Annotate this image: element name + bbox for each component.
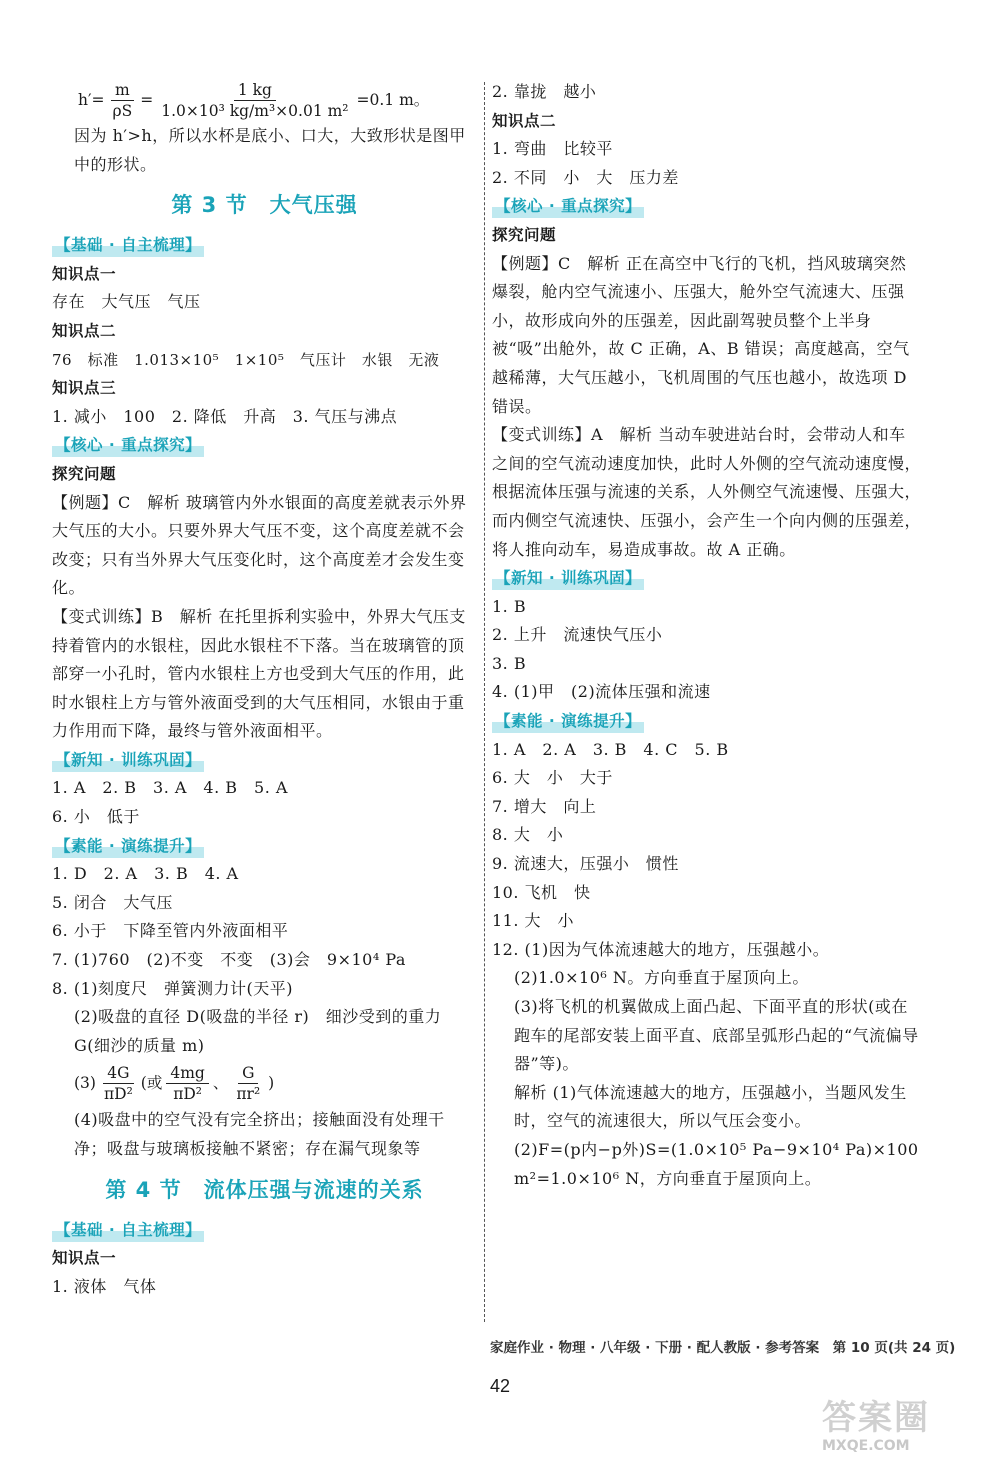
answer-line: 2. 靠拢 越小 <box>492 82 597 101</box>
answer-line: (3)将飞机的机翼做成上面凸起、下面平直的形状(或在跑车的尾部安装上面平直、底部呈弧形凸起的“气流偏导器”等)。 <box>514 997 919 1074</box>
fraction-denominator: ρS <box>112 101 133 120</box>
tag-improve: 【素能 · 演练提升】 <box>52 834 204 858</box>
formula-text: 、 <box>212 1074 229 1093</box>
knowledge-point-3: 知识点三 <box>52 379 117 398</box>
answer-line: (2)1.0×10⁶ N。方向垂直于屋顶向上。 <box>514 968 809 988</box>
answer-line: 12. (1)因为气体流速越大的地方，压强越小。 <box>492 939 830 959</box>
answer-line: 9. 流速大，压强小 惯性 <box>492 854 679 874</box>
fraction-denominator: 1.0×10³ kg/m³×0.01 m² <box>161 101 349 120</box>
tag-core: 【核心 · 重点探究】 <box>492 194 644 218</box>
knowledge-point-2: 知识点二 <box>52 321 117 340</box>
answer-line: 5. 闭合 大气压 <box>52 892 173 912</box>
column-divider <box>484 82 485 1322</box>
answer-line: 1. 液体 气体 <box>52 1276 157 1296</box>
answer-line: 1. A 2. A 3. B 4. C 5. B <box>492 739 729 759</box>
answer-line: 2. 不同 小 大 压力差 <box>492 167 679 187</box>
inquiry-heading: 探究问题 <box>52 464 117 483</box>
variant-answer: 【变式训练】A 解析 当动车驶进站台时，会带动人和车之间的空气流动速度加快，此时人外侧的空气流动速度慢，根据流体压强与流速的关系，人外侧空气流速慢、压强大，而内侧空气流速快、压强小，会产生一个向内侧的压强差，将人推向动车，易造成事故。故 A 正确。 <box>492 425 922 559</box>
answer-line: 11. 大 小 <box>492 911 575 931</box>
answer-line: 2. 上升 流速快气压小 <box>492 625 663 645</box>
answer-line: 存在 大气压 气压 <box>52 292 201 312</box>
answer-line: 1. 弯曲 比较平 <box>492 139 613 159</box>
left-column <box>52 78 477 1301</box>
formula-line <box>52 78 477 122</box>
knowledge-point-1: 知识点一 <box>52 264 117 283</box>
section-title-4: 第 4 节 流体压强与流速的关系 <box>105 1177 424 1202</box>
fraction-numerator: 1 kg <box>234 80 276 101</box>
tag-basics: 【基础 · 自主梳理】 <box>52 1218 204 1242</box>
answer-line: 10. 飞机 快 <box>492 882 591 902</box>
tag-practice: 【新知 · 训练巩固】 <box>492 566 644 590</box>
fraction-denominator: πD² <box>103 1084 133 1103</box>
fraction-denominator: πD² <box>173 1084 203 1103</box>
answer-formula <box>52 1060 477 1106</box>
answer-line: 6. 小 低于 <box>52 807 140 827</box>
page-number: 42 <box>489 1376 511 1396</box>
answer-line: 7. 增大 向上 <box>492 796 597 816</box>
answer-line: 1. 减小 100 2. 降低 升高 3. 气压与沸点 <box>52 406 398 426</box>
knowledge-point-1: 知识点一 <box>52 1249 117 1268</box>
right-column <box>492 78 922 1193</box>
fraction-values <box>157 80 352 121</box>
example-answer: 【例题】C 解析 正在高空中飞行的飞机，挡风玻璃突然爆裂，舱内空气流速小、压强大，舱外空气流速大、压强小，故形成向外的压强差，因此副驾驶员整个上半身被“吸”出舱外，故 C 正确，A、B 错误；高度越高，空气越稀薄，大气压越小，飞机周围的气压也越小，故选项 D 错误。 <box>492 253 910 416</box>
fraction-numerator: m <box>111 80 134 101</box>
fraction <box>232 1063 264 1104</box>
watermark-logo-text: 答案圈 <box>822 1398 930 1438</box>
tag-core: 【核心 · 重点探究】 <box>52 433 204 457</box>
answer-line: (2)吸盘的直径 D(吸盘的半径 r) 细沙受到的重力 G(细沙的质量 m) <box>74 1007 442 1055</box>
inquiry-heading: 探究问题 <box>492 225 557 244</box>
answer-line: 1. B <box>492 596 527 616</box>
page-footer: 家庭作业 · 物理 · 八年级 · 下册 · 配人教版 · 参考答案 第 10 页(共 24 页) <box>490 1340 956 1356</box>
tag-improve: 【素能 · 演练提升】 <box>492 709 644 733</box>
example-answer: 【例题】C 解析 玻璃管内外水银面的高度差就表示外界大气压的大小。只要外界大气压不变，这个高度差就不会改变；只有当外界大气压变化时，这个高度差才会发生变化。 <box>52 492 467 598</box>
tag-practice: 【新知 · 训练巩固】 <box>52 748 204 772</box>
conclusion-text: 因为 h′>h，所以水杯是底小、口大，大致形状是图甲中的形状。 <box>74 126 466 174</box>
answer-line: 3. B <box>492 653 527 673</box>
answer-line: 1. A 2. B 3. A 4. B 5. A <box>52 778 288 798</box>
answer-line: (4)吸盘中的空气没有完全挤出；接触面没有处理干净；吸盘与玻璃板接触不紧密；存在漏气现象等 <box>74 1110 445 1158</box>
knowledge-point-2: 知识点二 <box>492 111 557 130</box>
variant-answer: 【变式训练】B 解析 在托里拆利实验中，外界大气压支持着管内的水银柱，因此水银柱不下落。当在玻璃管的顶部穿一小孔时，管内水银柱上方也受到大气压的作用，此时水银柱上方与管外液面受到的大气压相同，水银由于重力作用而下降，最终与管外液面相平。 <box>52 606 466 741</box>
fraction-numerator: 4G <box>103 1063 133 1084</box>
tag-basics: 【基础 · 自主梳理】 <box>52 233 204 257</box>
watermark-logo <box>822 1398 972 1454</box>
analysis-text: 解析 (1)气体流速越大的地方，压强越小，当题风发生时，空气的流速很大，所以气压会变小。 <box>514 1082 907 1131</box>
fraction-numerator: 4mg <box>166 1063 208 1084</box>
section-title-3: 第 3 节 大气压强 <box>171 193 358 218</box>
answer-line: 7. (1)760 (2)不变 不变 (3)会 9×10⁴ Pa <box>52 950 406 970</box>
answer-line: 8. (1)刻度尺 弹簧测力计(天平) <box>52 978 294 998</box>
fraction-denominator: πr² <box>236 1084 261 1103</box>
formula-result: =0.1 m。 <box>356 91 430 109</box>
fraction <box>166 1063 208 1104</box>
fraction <box>100 1063 137 1104</box>
answer-line: 1. D 2. A 3. B 4. A <box>52 864 239 884</box>
formula-equals: = <box>140 91 154 109</box>
answer-line: 76 标准 1.013×10⁵ 1×10⁵ 气压计 水银 无液 <box>52 350 440 369</box>
formula-text: (或 <box>140 1074 163 1093</box>
answer-line: 4. (1)甲 (2)流体压强和流速 <box>492 682 711 702</box>
answer-line: 8. 大 小 <box>492 825 564 845</box>
watermark-url: MXQE.COM <box>822 1438 910 1454</box>
formula-lhs: h′= <box>78 91 105 109</box>
answer-line: 6. 大 小 大于 <box>492 768 613 788</box>
answer-line: 6. 小于 下降至管内外液面相平 <box>52 921 289 941</box>
analysis-formula: (2)F=(p内−p外)S=(1.0×10⁵ Pa−9×10⁴ Pa)×100 m²=1.0×10⁶ N，方向垂直于屋顶向上。 <box>514 1139 919 1188</box>
fraction-m-rhos <box>109 80 137 121</box>
formula-prefix: (3) <box>74 1074 96 1093</box>
formula-text: ) <box>268 1074 275 1093</box>
fraction-numerator: G <box>238 1063 258 1084</box>
